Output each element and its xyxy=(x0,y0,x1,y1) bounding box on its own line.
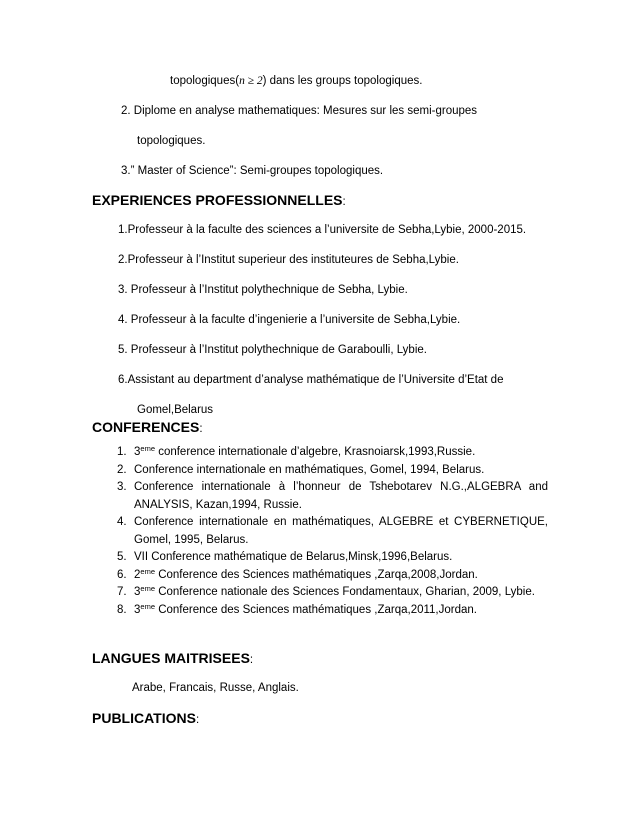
experience-item-4: 4. Professeur à la faculte d’ingenierie a l’universite de Sebha,Lybie. xyxy=(118,314,461,326)
list-item xyxy=(92,479,548,514)
experience-item-1: 1.Professeur à la faculte des sciences a l’universite de Sebha,Lybie, 2000-2015. xyxy=(118,224,527,236)
conference-ordinal: 3 xyxy=(134,446,141,458)
conference-ordinal: 3 xyxy=(134,603,141,616)
experience-item-5: 5. Professeur à l’Institut polythechnique de Garaboulli, Lybie. xyxy=(118,344,427,356)
list-item xyxy=(92,549,548,567)
publications-heading xyxy=(92,710,199,726)
experiences-heading xyxy=(92,192,346,208)
conferences-list xyxy=(92,444,548,619)
diploma-1-cont-post: ) dans les groups topologiques. xyxy=(262,75,423,87)
conference-number: 1. xyxy=(117,446,127,458)
experience-item-6: 6.Assistant au department d’analyse mathématique de l’Universite d’Etat de xyxy=(118,374,504,386)
experience-item-2: 2.Professeur à l’Institut superieur des instituteures de Sebha,Lybie. xyxy=(118,254,459,266)
conference-ordinal-suffix: eme xyxy=(140,444,155,453)
conference-text: VII Conference mathématique de Belarus,Minsk,1996,Belarus. xyxy=(134,551,453,563)
list-item xyxy=(92,602,548,620)
conference-ordinal: 2 xyxy=(134,568,141,581)
publications-heading-colon: : xyxy=(195,714,200,726)
experience-item-6-continuation: Gomel,Belarus xyxy=(137,404,214,416)
conference-text: Conference internationale en mathématiques, Gomel, 1994, Belarus. xyxy=(134,463,485,476)
diploma-1-continuation xyxy=(170,74,422,88)
conference-number: 3. xyxy=(117,481,127,493)
list-item xyxy=(92,567,548,585)
experiences-heading-text: EXPERIENCES PROFESSIONNELLES xyxy=(92,192,343,208)
conference-ordinal: 3 xyxy=(134,586,141,598)
conference-text: conference internationale d’algebre, Krasnoiarsk,1993,Russie. xyxy=(155,446,476,458)
conference-ordinal-suffix: eme xyxy=(140,566,155,576)
experience-item-3: 3. Professeur à l’Institut polythechnique de Sebha, Lybie. xyxy=(118,284,408,296)
list-item xyxy=(92,514,548,549)
conference-number: 6. xyxy=(117,568,127,581)
conference-ordinal-suffix: eme xyxy=(140,584,155,593)
conference-number: 7. xyxy=(117,586,127,598)
diploma-3: 3.” Master of Science”: Semi-groupes topologiques. xyxy=(121,165,384,177)
conferences-heading-text: CONFERENCES xyxy=(92,419,200,435)
conference-text: Conference des Sciences mathématiques ,Zarqa,2011,Jordan. xyxy=(155,603,477,616)
conference-text: Conference des Sciences mathématiques ,Zarqa,2008,Jordan. xyxy=(155,568,478,581)
languages-heading-colon: : xyxy=(249,654,254,666)
diploma-2: 2. Diplome en analyse mathematiques: Mesures sur les semi-groupes xyxy=(121,105,478,117)
list-item xyxy=(92,462,548,480)
conference-text: Conference internationale en mathématiques, ALGEBRE et CYBERNETIQUE, Gomel, 1995, Belarus. xyxy=(134,516,548,546)
conference-number: 8. xyxy=(117,603,127,616)
languages-heading-text: LANGUES MAITRISEES xyxy=(92,650,250,666)
publications-heading-text: PUBLICATIONS xyxy=(92,710,196,726)
conference-ordinal-suffix: eme xyxy=(140,601,155,611)
diploma-1-math: n ≥ 2 xyxy=(239,75,263,87)
languages-text: Arabe, Francais, Russe, Anglais. xyxy=(132,682,299,694)
diploma-1-cont-pre: topologiques( xyxy=(170,75,240,87)
conference-number: 5. xyxy=(117,551,127,563)
languages-heading xyxy=(92,650,253,666)
experiences-heading-colon: : xyxy=(342,196,346,208)
conference-text: Conference internationale à l’honneur de Tshebotarev N.G.,ALGEBRA and ANALYSIS, Kazan,1994, Russie. xyxy=(134,481,548,511)
conferences-heading-colon: : xyxy=(199,423,203,435)
diploma-2-continuation: topologiques. xyxy=(137,135,206,147)
list-item xyxy=(92,584,548,602)
conference-number: 4. xyxy=(117,516,127,528)
conference-text: Conference nationale des Sciences Fondamentaux, Gharian, 2009, Lybie. xyxy=(155,586,535,598)
conferences-heading xyxy=(92,419,203,435)
conference-number: 2. xyxy=(117,463,127,476)
list-item xyxy=(92,444,548,462)
